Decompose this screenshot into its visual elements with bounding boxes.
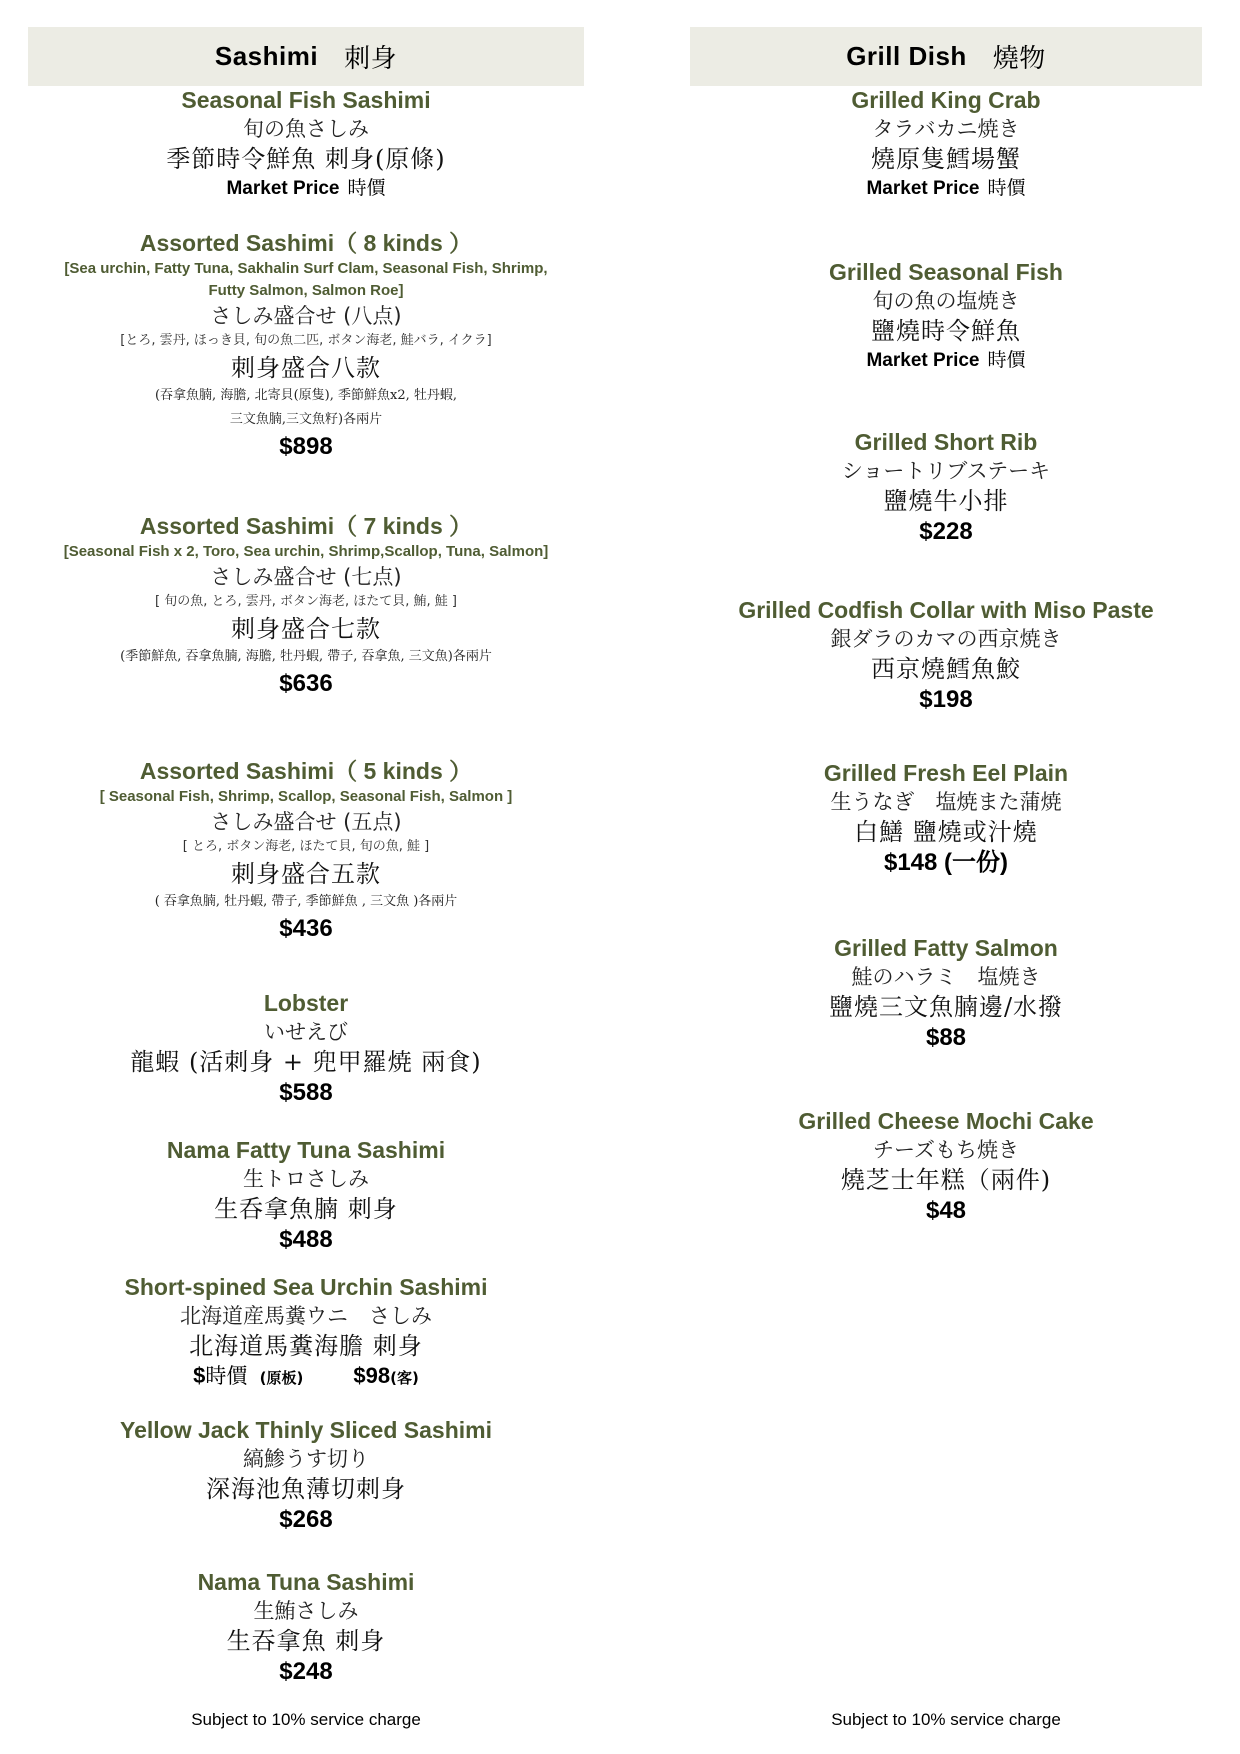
item-name-zh: 西京燒鱈魚鮫	[871, 655, 1021, 683]
item-name-jp: チーズもち焼き	[873, 1138, 1019, 1162]
item-price	[28, 175, 584, 202]
price-label-en: Market Price	[866, 178, 980, 199]
item-name-zh: 龍蝦 (活刺身 + 兜甲羅焼 兩食)	[130, 1048, 482, 1076]
item-name-jp: 縞鯵うす切り	[243, 1447, 369, 1471]
item-description-jp: [ 旬の魚, とろ, 雲丹, ボタン海老, ほたて貝, 鮪, 鮭 ]	[155, 594, 457, 609]
item-name-en: Nama Fatty Tuna Sashimi	[166, 1137, 446, 1163]
item-name-en: Yellow Jack Thinly Sliced Sashimi	[120, 1417, 492, 1443]
menu-item	[690, 934, 1202, 1053]
item-name-jp: さしみ盛合せ (八点)	[210, 304, 402, 328]
menu-item	[28, 1136, 584, 1255]
item-name-en: Grilled Fresh Eel Plain	[823, 760, 1069, 786]
item-price: $636	[279, 670, 333, 697]
item-name-jp: 北海道産馬糞ウニ さしみ	[180, 1304, 432, 1328]
item-name-zh: 鹽燒牛小排	[883, 487, 1009, 515]
item-description-zh: 三文魚腩,三文魚籽)各兩片	[229, 412, 383, 427]
menu-item	[28, 86, 584, 202]
item-description-jp: [とろ, 雲丹, ほっき貝, 旬の魚二匹, ボタン海老, 鮭バラ, イクラ]	[120, 333, 492, 348]
item-name-zh: 鹽燒時令鮮魚	[871, 317, 1021, 345]
item-name-zh: 燒芝士年糕（兩件)	[840, 1166, 1052, 1194]
item-price: $488	[279, 1226, 333, 1253]
item-name-zh: 鹽燒三文魚腩邊/水撥	[828, 993, 1064, 1021]
item-name-zh: 刺身盛合八款	[231, 354, 381, 382]
item-name-en: Seasonal Fish Sashimi	[181, 87, 431, 113]
menu-item	[28, 229, 584, 462]
item-price: $268	[279, 1506, 333, 1533]
item-price: $248	[279, 1658, 333, 1685]
menu-item	[690, 759, 1202, 878]
item-name-zh: 深海池魚薄切刺身	[206, 1475, 406, 1503]
item-name-zh: 北海道馬糞海膽 刺身	[189, 1332, 423, 1360]
menu-item	[690, 86, 1202, 202]
price-label-en: Market Price	[226, 178, 340, 199]
price-label-zh: 時價	[987, 177, 1026, 199]
item-name-zh: 生吞拿魚 刺身	[226, 1627, 386, 1655]
item-name-jp: 生うなぎ 塩焼また蒲焼	[830, 790, 1062, 814]
item-name-en: Assorted Sashimi（ 5 kinds ）	[139, 758, 473, 784]
item-name-zh: 燒原隻鱈場蟹	[871, 145, 1021, 173]
price-per-serving: $98(客)	[353, 1363, 419, 1388]
item-name-jp: さしみ盛合せ (五点)	[210, 810, 402, 834]
item-name-en: Nama Tuna Sashimi	[197, 1569, 415, 1595]
item-name-en: Grilled King Crab	[851, 87, 1041, 113]
item-price: $48	[925, 1197, 967, 1224]
item-name-en: Assorted Sashimi（ 7 kinds ）	[139, 513, 473, 539]
sashimi-header-en: Sashimi	[214, 41, 319, 71]
item-description-zh: (季節鮮魚, 吞拿魚腩, 海膽, 牡丹蝦, 帶子, 吞拿魚, 三文魚)各兩片	[120, 649, 492, 664]
item-price	[28, 1362, 584, 1392]
price-label-zh: 時價	[987, 349, 1026, 371]
item-price: $88	[925, 1024, 967, 1051]
menu-item	[28, 1416, 584, 1535]
item-price: $228	[919, 518, 973, 545]
service-charge-note: Subject to 10% service charge	[191, 1710, 421, 1729]
item-name-jp: 銀ダラのカマの西京焼き	[830, 627, 1062, 651]
item-name-zh: 季節時令鮮魚 刺身(原條)	[166, 145, 446, 173]
sashimi-header	[28, 27, 584, 86]
item-price: $198	[919, 686, 973, 713]
item-description-en: [Sea urchin, Fatty Tuna, Sakhalin Surf Clam, Seasonal Fish, Shrimp, Futty Salmon, Salmon Roe]	[64, 260, 548, 299]
item-price	[690, 175, 1202, 202]
item-price: $898	[279, 433, 333, 460]
grill-header-en: Grill Dish	[846, 41, 967, 71]
item-price: $436	[279, 915, 333, 942]
item-description-jp: [ とろ, ボタン海老, ほたて貝, 旬の魚, 鮭 ]	[182, 839, 430, 854]
item-name-zh: 刺身盛合五款	[231, 860, 381, 888]
item-name-zh: 生呑拿魚腩 刺身	[214, 1195, 398, 1223]
item-name-en: Lobster	[263, 990, 349, 1016]
item-name-jp: 鮭のハラミ 塩焼き	[851, 965, 1041, 989]
menu-item	[28, 757, 584, 944]
menu-item	[690, 258, 1202, 374]
menu-item	[690, 596, 1202, 715]
item-name-en: Grilled Codfish Collar with Miso Paste	[738, 597, 1154, 623]
menu-item	[28, 512, 584, 699]
item-price	[690, 347, 1202, 374]
price-per-board: $時價 (原板)	[193, 1363, 304, 1388]
item-description-en: [Seasonal Fish x 2, Toro, Sea urchin, Shrimp,Scallop, Tuna, Salmon]	[63, 543, 549, 560]
item-name-en: Grilled Cheese Mochi Cake	[798, 1108, 1094, 1134]
menu-item	[28, 989, 584, 1108]
item-description-zh: (吞拿魚腩, 海膽, 北寄貝(原隻), 季節鮮魚x2, 牡丹蝦,	[154, 388, 457, 403]
menu-item	[28, 1273, 584, 1392]
item-name-en: Grilled Seasonal Fish	[829, 259, 1063, 285]
price-label-zh: 時價	[347, 177, 386, 199]
sashimi-header-jp: 刺身	[344, 44, 398, 74]
item-name-jp: いせえび	[264, 1020, 348, 1044]
item-name-en: Grilled Short Rib	[854, 429, 1038, 455]
item-name-jp: さしみ盛合せ (七点)	[210, 565, 402, 589]
item-name-jp: 生トロさしみ	[243, 1167, 369, 1191]
item-name-zh: 白鱔 鹽燒或汁燒	[854, 818, 1038, 846]
item-name-en: Short-spined Sea Urchin Sashimi	[124, 1274, 488, 1300]
service-charge-note: Subject to 10% service charge	[831, 1710, 1061, 1729]
menu-item	[690, 428, 1202, 547]
item-name-jp: 旬の魚の塩焼き	[872, 289, 1020, 313]
item-name-jp: 生鮪さしみ	[253, 1599, 359, 1623]
item-name-en: Assorted Sashimi（ 8 kinds ）	[139, 230, 473, 256]
item-name-zh: 刺身盛合七款	[231, 615, 381, 643]
grill-header	[690, 27, 1202, 86]
item-price: $148 (一份)	[883, 849, 1009, 876]
price-label-en: Market Price	[866, 350, 980, 371]
item-description-zh: ( 吞拿魚腩, 牡丹蝦, 帶子, 季節鮮魚 , 三文魚 )各兩片	[154, 894, 458, 909]
item-name-jp: ショートリブステーキ	[841, 459, 1051, 483]
item-name-jp: 旬の魚さしみ	[243, 117, 369, 141]
menu-item	[690, 1107, 1202, 1226]
grill-header-jp: 燒物	[992, 44, 1046, 74]
menu-item	[28, 1568, 584, 1687]
item-description-en: [ Seasonal Fish, Shrimp, Scallop, Seasonal Fish, Salmon ]	[99, 788, 513, 805]
item-name-jp: タラバカニ焼き	[872, 117, 1020, 141]
item-name-en: Grilled Fatty Salmon	[834, 935, 1058, 961]
item-price: $588	[279, 1079, 333, 1106]
